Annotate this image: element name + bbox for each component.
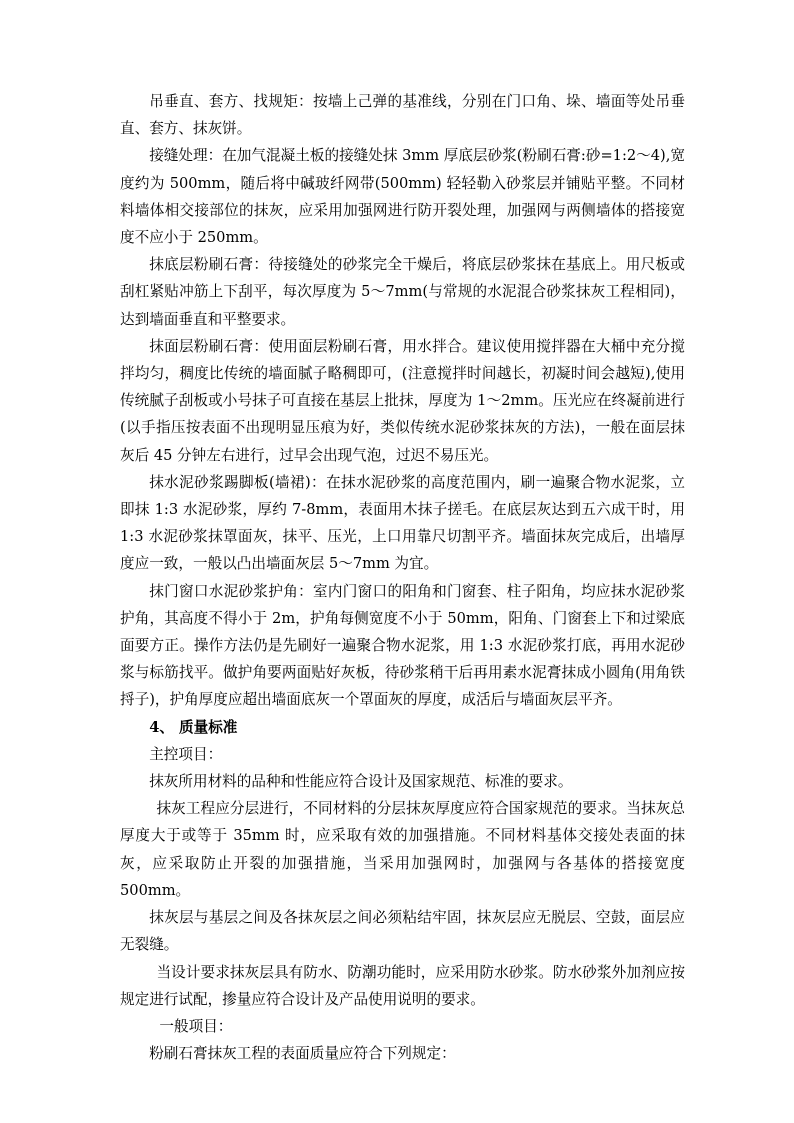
section-heading-quality-standard: 4、 质量标准 [149, 718, 238, 736]
paragraph-general-items-label: 一般项目： [159, 1017, 233, 1035]
paragraph-waterproof: 当设计要求抹灰层具有防水、防潮功能时，应采用防水砂浆。防水砂浆外加剂应按规定进行试配，掺量应符合设计及产品使用说明的要求。 [120, 963, 685, 1008]
paragraph-bonding: 抹灰层与基层之间及各抹灰层之间必须粘结牢固，抹灰层应无脱层、空鼓，面层应无裂缝。 [120, 909, 685, 954]
paragraph-skirting: 抹水泥砂浆踢脚板(墙裙)：在抹水泥砂浆的高度范围内，刷一遍聚合物水泥浆，立即抹 1:3 水泥砂浆，厚约 7-8mm，表面用木抹子搓毛。在底层灰达到五六成干时，用 1:3 水泥砂浆抹罩面灰，抹平、压光，上口用靠尺切割平齐。墙面抹灰完成后，出墙厚度应一致，一般以凸出墙面灰层 5～7mm 为宜。 [120, 473, 685, 573]
document-page [120, 88, 685, 1067]
paragraph-surface-quality: 粉刷石膏抹灰工程的表面质量应符合下列规定： [149, 1045, 456, 1063]
paragraph-surface-coat: 抹面层粉刷石膏：使用面层粉刷石膏，用水拌合。建议使用搅拌器在大桶中充分搅拌均匀，稠度比传统的墙面腻子略稠即可，(注意搅拌时间越长，初凝时间会越短),使用传统腻子刮板或小号抹子可直接在基层上批抹，厚度为 1～2mm。压光应在终凝前进行(以手指压按表面不出现明显压痕为好，类似传统水泥砂浆抹灰的方法)，一般在面层抹灰后 45 分钟左右进行，过早会出现气泡，过迟不易压光。 [120, 337, 685, 464]
paragraph-materials: 抹灰所用材料的品种和性能应符合设计及国家规范、标准的要求。 [149, 773, 573, 791]
paragraph-layered-plaster: 抹灰工程应分层进行，不同材料的分层抹灰厚度应符合国家规范的要求。当抹灰总厚度大于或等于 35mm 时，应采取有效的加强措施。不同材料基体交接处表面的抹灰，应采取防止开裂的加强措施，当采用加强网时，加强网与各基体的搭接宽度 500mm。 [120, 800, 685, 899]
paragraph-main-items-label: 主控项目： [149, 745, 223, 763]
paragraph-corner-protection: 抹门窗口水泥砂浆护角：室内门窗口的阳角和门窗套、柱子阳角，均应抹水泥砂浆护角，其高度不得小于 2m，护角每侧宽度不小于 50mm，阳角、门窗套上下和过梁底面要方正。操作方法仍是先刷好一遍聚合物水泥浆，用 1:3 水泥砂浆打底，再用水泥砂浆与标筋找平。做护角要两面贴好灰板，待砂浆稍干后再用素水泥膏抹成小圆角(用角铁捋子)，护角厚度应超出墙面底灰一个罩面灰的厚度，成活后与墙面灰层平齐。 [120, 582, 685, 709]
paragraph-joint-treatment: 接缝处理：在加气混凝土板的接缝处抹 3mm 厚底层砂浆(粉刷石膏:砂=1:2～4),宽度约为 500mm，随后将中碱玻纤网带(500mm) 轻轻勒入砂浆层并铺贴平整。不同材料墙体相交接部位的抹灰，应采用加强网进行防开裂处理，加强网与两侧墙体的搭接宽度不应小于 250mm。 [120, 147, 685, 247]
paragraph-plumb-square: 吊垂直、套方、找规矩：按墙上己弹的基准线，分别在门口角、垛、墙面等处吊垂直、套方、抹灰饼。 [120, 93, 685, 138]
paragraph-base-coat: 抹底层粉刷石膏：待接缝处的砂浆完全干燥后，将底层砂浆抹在基底上。用尺板或刮杠紧贴冲筋上下刮平，每次厚度为 5～7mm(与常规的水泥混合砂浆抹灰工程相同)，达到墙面垂直和平整要求。 [120, 256, 685, 328]
